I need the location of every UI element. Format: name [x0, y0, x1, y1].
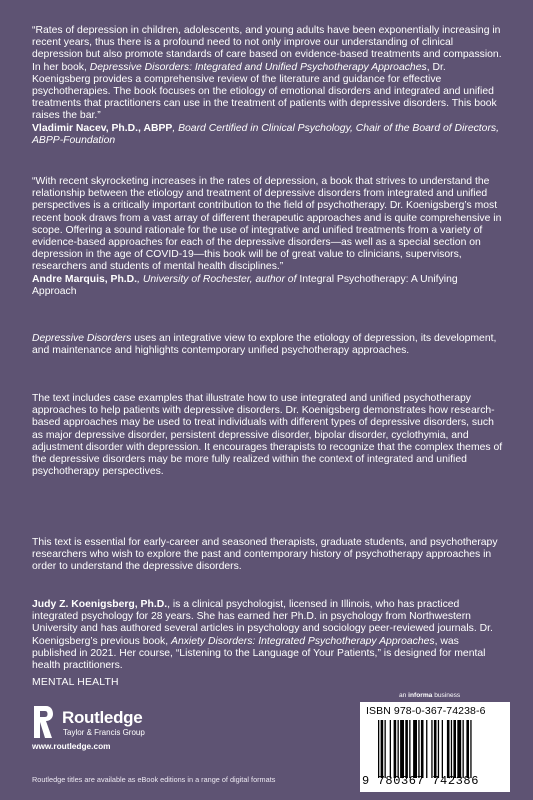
barcode-stripe: [413, 720, 417, 778]
routledge-logo-icon: [32, 705, 54, 739]
barcode-stripe: [409, 720, 410, 778]
description-text: uses an integrative view to explore the etiology of depression, its development, and maintenance and highlights contemporary unified psychotherapy approaches.: [32, 333, 497, 357]
description-paragraph-2: The text includes case examples that illustrate how to use integrated and unified psychotherapy approaches to help patients with depressive disorders. Dr. Koenigsberg demonstrates how research-based approaches may be used to treat individuals with different types of depressive disorders, such as major depressive disorder, persistent depressive disorder, bipolar disorder, cyclothymia, and adjustment disorder with depression. It encourages therapists to recognize that the complex themes of the depressive disorders may be more fully realized within the context of integrated and unified psychotherapy perspectives.: [32, 393, 503, 478]
quote-book-title: Depressive Disorders: Integrated and Unified Psychotherapy Approaches: [89, 61, 427, 73]
barcode-stripe: [426, 720, 427, 778]
barcode-stripe: [394, 720, 397, 778]
barcode-stripe: [381, 720, 384, 778]
barcode-stripe: [470, 720, 471, 778]
barcode-stripe: [431, 720, 432, 778]
quote-affiliation: , Board Certified in Clinical Psychology, Chair of the Board of Directors, ABPP-Foundation: [32, 122, 500, 146]
barcode-stripe: [378, 720, 379, 778]
barcode-stripe: [438, 720, 439, 778]
barcode-stripe: [451, 720, 452, 778]
publisher-url[interactable]: www.routledge.com: [32, 741, 111, 751]
barcode-stripe: [398, 720, 399, 778]
barcode-stripe: [447, 720, 450, 778]
description-paragraph-1: [32, 333, 504, 357]
quote-author: Vladimir Nacev, Ph.D., ABPP: [32, 122, 173, 134]
quote-affiliation: , University of Rochester, author of: [137, 273, 300, 285]
barcode-stripe: [457, 720, 461, 778]
barcode-stripe: [442, 720, 443, 778]
barcode-stripe: [418, 720, 419, 778]
author-bio: [32, 599, 504, 672]
isbn-number: ISBN 978-0-367-74238-6: [366, 705, 486, 717]
informa-business-note: an informa business: [399, 692, 461, 699]
publisher-group: Taylor & Francis Group: [63, 728, 145, 737]
endorsement-quote-1: [32, 25, 504, 147]
quote-author: Andre Marquis, Ph.D.: [32, 273, 138, 285]
description-book-title: Depressive Disorders: [32, 333, 132, 344]
author-name: Judy Z. Koenigsberg, Ph.D.: [32, 599, 168, 610]
quote-text: “Rates of depression in children, adolescents, and young adults have been exponentially increasing in recent years, thus there is a profound need to not only improve our understanding of clinical depression but also promote standards of care based on evidence-based treatments and compassion. In her book,: [32, 25, 502, 73]
quote-text-continued: , Dr. Koenigsberg provides a comprehensive review of the literature and guidance for effective psychotherapies. The book focuses on the etiology of emotional disorders and integrated and unified treatments that practitioners can use in the treatment of patients with depressive disorders. This book raises the bar.”: [32, 61, 497, 122]
description-paragraph-3: This text is essential for early-career and seasoned therapists, graduate students, and psychotherapy researchers who wish to explore the past and contemporary history of psychotherapy approaches in order to understand the depressive disorders.: [32, 537, 498, 573]
barcode-bars: [378, 720, 504, 778]
barcode-stripe: [463, 720, 464, 778]
publisher-logo: [32, 705, 232, 745]
barcode-stripe: [385, 720, 386, 778]
barcode-stripe: [421, 720, 424, 778]
bio-text: , is a clinical psychologist, licensed in Illinois, who has practiced integrated psychology for 28 years. She has earned her Ph.D. in psychology from Northwestern University and has authored several articles in psychology and sociology peer-reviewed journals. Dr. Koenigsberg’s previous book,: [32, 599, 493, 647]
barcode-stripe: [466, 720, 469, 778]
barcode-digits: 9 780367 742386: [362, 774, 480, 788]
barcode-stripe: [400, 720, 404, 778]
barcode-stripe: [390, 720, 391, 778]
quote-work-title: Integral Psychotherapy: A Unifying Approach: [32, 273, 458, 297]
barcode-stripe: [453, 720, 456, 778]
ebook-availability-note: Routledge titles are available as eBook editions in a range of digital formats: [32, 775, 276, 784]
previous-book-title: Anxiety Disorders: Integrated Psychotherapy Approaches: [171, 635, 435, 647]
quote-text: “With recent skyrocketing increases in the rates of depression, a book that strives to understand the relationship between the etiology and treatment of depressive disorders from integrated and unified perspectives is a critically important contribution to the field of psychotherapy. Dr. Koenigsberg’s most recent book draws from a vast array of different therapeutic approaches and is quite comprehensive in scope. Offering a sound rationale for the use of integrative and unified treatments from a variety of evidence-based approaches for each of the depressive disorders—as well as a special section on depression in the age of COVID-19—this book will be of great value to clinicians, supervisors, researchers and students of mental health disciplines.”: [32, 176, 502, 273]
barcode-stripe: [405, 720, 408, 778]
isbn-barcode: [360, 702, 510, 792]
endorsement-quote-2: [32, 176, 504, 298]
subject-category: MENTAL HEALTH: [32, 677, 119, 688]
publisher-name: Routledge: [62, 708, 143, 727]
bio-text-continued: , was published in 2021. Her course, “Listening to the Language of Your Patients,” is designed for mental health practitioners.: [32, 635, 486, 672]
barcode-stripe: [434, 720, 437, 778]
